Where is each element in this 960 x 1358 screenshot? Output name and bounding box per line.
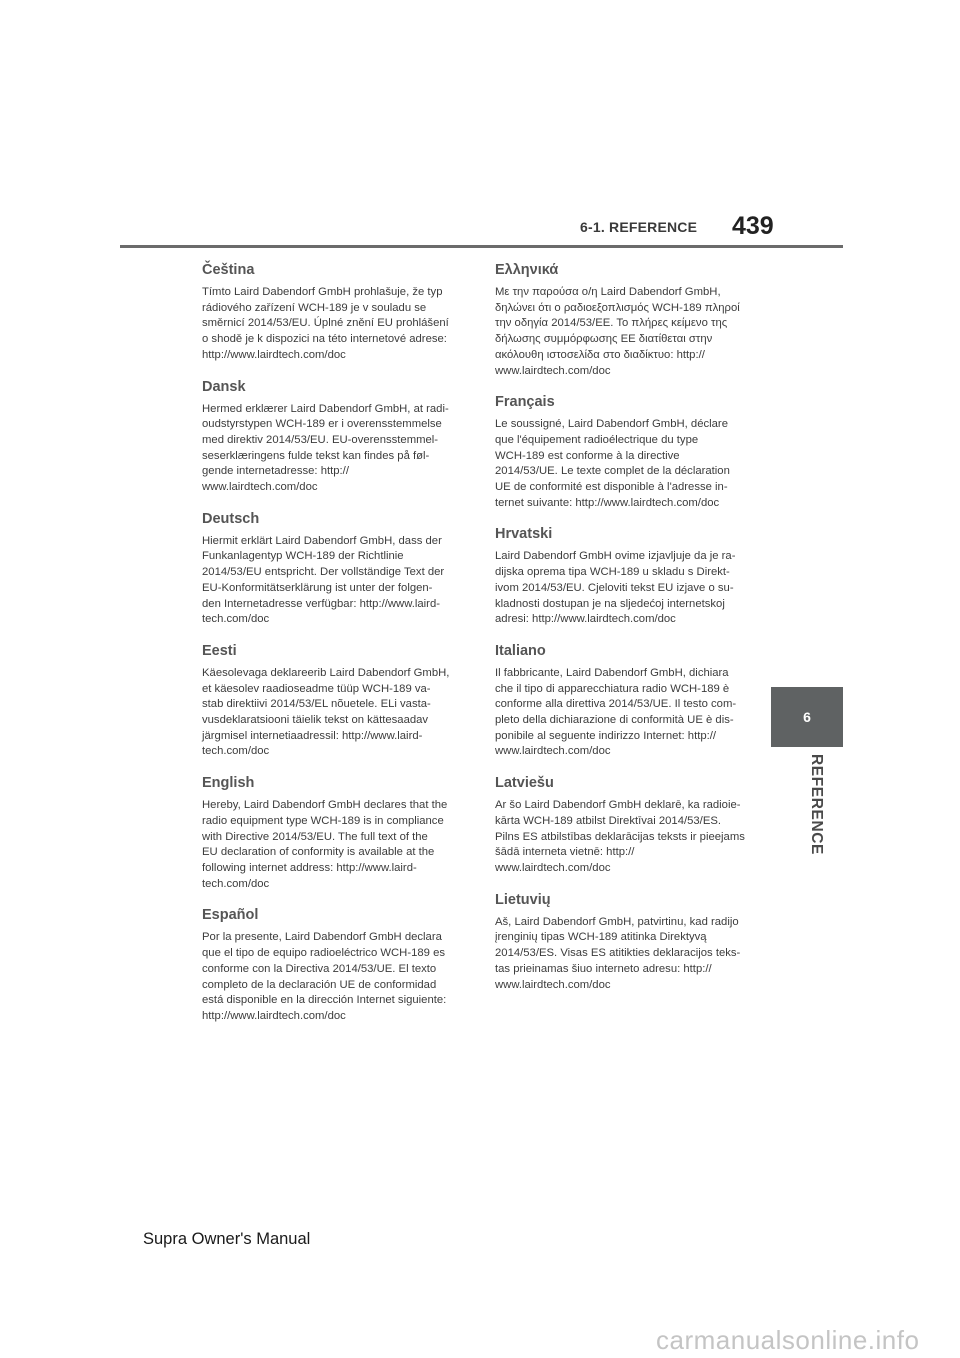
page-number: 439 [732, 212, 774, 240]
footer-manual-title: Supra Owner's Manual [143, 1230, 311, 1248]
lang-heading: Italiano [495, 642, 546, 659]
lang-section-espanol [202, 906, 460, 1024]
lang-heading: Dansk [202, 378, 246, 395]
lang-heading: Hrvatski [495, 526, 553, 543]
lang-body: Por la presente, Laird Dabendorf GmbH declara que el tipo de equipo radioeléctrico WCH-189 es conforme con la Directiva 2014/53/UE. El texto completo de la declaración UE de conformidad está disponible en la dirección Internet siguiente: http://www.lairdtech.com/doc [202, 931, 447, 1022]
lang-heading: Eesti [202, 642, 237, 659]
lang-heading: Čeština [202, 262, 255, 278]
lang-heading: Lietuvių [495, 891, 551, 908]
lang-section-deutsch [202, 510, 460, 628]
lang-section-eesti [202, 642, 460, 760]
chapter-side-label: REFERENCE [808, 754, 825, 855]
lang-body: Laird Dabendorf GmbH ovime izjavljuje da je ra- dijska oprema tipa WCH-189 u skladu s Direkt- ivom 2014/53/EU. Cjeloviti tekst EU izjave o su- kladnosti dostupan je na sljedećoj internetskoj adresi: http://www.lairdtech.com/doc [495, 550, 736, 626]
lang-heading: English [202, 775, 255, 792]
lang-heading: Ελληνικά [495, 262, 559, 278]
chapter-tab: 6 [771, 687, 843, 747]
lang-body: Hereby, Laird Dabendorf GmbH declares that the radio equipment type WCH-189 is in compliance with Directive 2014/53/EU. The full text of the EU declaration of conformity is available at the following internet address: http://www.laird- tech.com/doc [202, 799, 448, 890]
lang-section-hrvatski [495, 525, 753, 628]
lang-section-dansk [202, 378, 460, 496]
lang-body: Hermed erklærer Laird Dabendorf GmbH, at radi- oudstyrstypen WCH-189 er i overensstemmelse med direktiv 2014/53/EU. EU-overensstemmel- seserklæringens fulde tekst kan findes på føl- gende internetadresse: http:// www.lairdtech.com/doc [202, 402, 449, 494]
lang-body: Le soussigné, Laird Dabendorf GmbH, déclare que l'équipement radioélectrique du type WCH-189 est conforme à la directive 2014/53/UE. Le texte complet de la déclaration UE de conformité est disponible à l'adresse in- ternet suivante: http://www.lairdtech.com/doc [495, 418, 730, 509]
lang-section-ellinika [495, 261, 753, 379]
lang-body: Käesolevaga deklareerib Laird Dabendorf GmbH, et käesolev raadioseadme tüüp WCH-189 va- stab direktiivi 2014/53/EL nõuetele. ELi vasta- vusdeklaratsiooni täielik tekst on kättesaadav järgmisel internetiaadressil: http://www.laird- tech.com/doc [202, 666, 450, 758]
lang-heading: Français [495, 394, 555, 411]
lang-body: Il fabbricante, Laird Dabendorf GmbH, dichiara che il tipo di apparecchiatura radio WCH-189 è conforme alla direttiva 2014/53/UE. Il testo com- pleto della dichiarazione di conformità UE è dis- ponibile al seguente indirizzo Internet: http:// www.lairdtech.com/doc [495, 666, 737, 758]
lang-heading: Latviešu [495, 775, 554, 792]
lang-section-italiano [495, 642, 753, 760]
header-section-title: 6-1. REFERENCE [580, 219, 698, 235]
lang-heading: Español [202, 907, 259, 924]
lang-body: Tímto Laird Dabendorf GmbH prohlašuje, že typ rádiového zařízení WCH-189 je v souladu se směrnicí 2014/53/EU. Úplné znění EU prohlášení o shodě je k dispozici na této internetové adrese: http://www.lairdtech.com/doc [202, 286, 449, 361]
lang-section-english [202, 774, 460, 892]
header-rule [120, 245, 843, 248]
lang-section-francais [495, 393, 753, 511]
lang-body: Ar šo Laird Dabendorf GmbH deklarē, ka radioie- kārta WCH-189 atbilst Direktīvai 2014/53/ES. Pilns ES atbilstības deklarācijas teksts ir pieejams šādā interneta vietnē: http:// www.lairdtech.com/doc [495, 799, 745, 874]
watermark-text: carmanualsonline.info [656, 1325, 920, 1355]
lang-section-lietuviu [495, 891, 753, 994]
lang-heading: Deutsch [202, 510, 260, 527]
lang-section-cestina [202, 261, 460, 364]
lang-body: Aš, Laird Dabendorf GmbH, patvirtinu, kad radijo įrenginių tipas WCH-189 atitinka Direktyvą 2014/53/ES. Visas ES atitikties deklaracijos teks- tas prieinamas šiuo interneto adresu: http:// www.lairdtech.com/doc [495, 915, 741, 991]
lang-body: Hiermit erklärt Laird Dabendorf GmbH, dass der Funkanlagentyp WCH-189 der Richtlinie 2014/53/EU entspricht. Der vollständige Text der EU-Konformitätserklärung ist unter der folgen- den Internetadresse verfügbar: http://www.laird- tech.com/doc [202, 534, 445, 626]
lang-body: Με την παρούσα ο/η Laird Dabendorf GmbH, δηλώνει ότι ο ραδιοεξοπλισμός WCH-189 πληροί την οδηγία 2014/53/ΕΕ. Το πλήρες κείμενο της δήλωσης συμμόρφωσης ΕΕ διατίθεται στην ακόλουθη ιστοσελίδα στο διαδίκτυο: http:// www.lairdtech.com/doc [495, 286, 740, 377]
lang-section-latviesu [495, 774, 753, 877]
right-column [495, 261, 753, 1007]
left-column [202, 261, 460, 1039]
